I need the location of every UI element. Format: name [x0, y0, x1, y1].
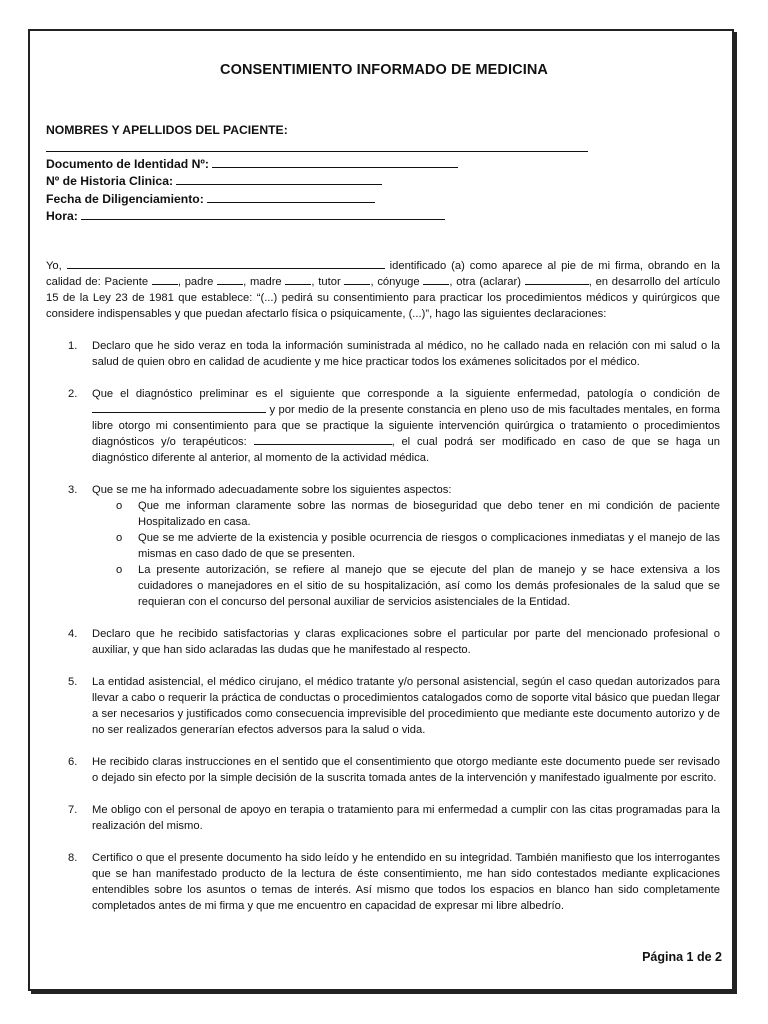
- hour-line[interactable]: [81, 208, 445, 220]
- sub-item: o La presente autorización, se refiere al manejo que se ejecute del plan de manejo y se hace extensiva a los cuidadores o manejadores en el sitio de su hospitalización, así como los demás profesionales de la salud que se requieran con el concurso del personal auxiliar de servicios asistenciales de la Entidad.: [116, 564, 720, 608]
- list-item: 1. Declaro que he sido veraz en toda la información suministrada al médico, no he callado nada en relación con mi salud o la salud de quien obro en calidad de acudiente y me hice practicar todos los exámenes solicitados por el médico.: [68, 340, 720, 368]
- list-item: 3. Que se me ha informado adecuadamente sobre los siguientes aspectos: o Que me informan claramente sobre las normas de bioseguridad que debo tener en mi condición de paciente Hospitalizado en casa. o Que se me advierte de la existencia y posible ocurrencia de riesgos o complicaciones inmediatas y el manejo de las mismas en caso dado de que se presenten. o La presente autorización, se refiere al manejo que se ejecute del plan de manejo y se hace extensiva a los cuidadores o manejadores en el sitio de su hospitalización, así como los demás profesionales de la salud que se requieran con el concurso del personal auxiliar de servicios asistenciales de la Entidad.: [68, 484, 720, 608]
- history-number-field[interactable]: [46, 173, 606, 191]
- diagnosis-blank[interactable]: [92, 402, 266, 413]
- list-item: 7. Me obligo con el personal de apoyo en terapia o tratamiento para mi enfermedad a cumplir con las citas programadas para la realización del mismo.: [68, 804, 720, 832]
- hour-label: Hora:: [46, 209, 78, 223]
- procedure-blank[interactable]: [254, 434, 392, 445]
- tutor-blank[interactable]: [344, 274, 370, 285]
- list-item: 4. Declaro que he recibido satisfactorias y claras explicaciones sobre el particular por parte del mencionado profesional o auxiliar, y que han sido aclaradas las dudas que he manifestado al respecto.: [68, 628, 720, 656]
- list-item: 5. La entidad asistencial, el médico cirujano, el médico tratante y/o personal asistencial, según el caso quedan autorizados para llevar a cabo o requerir la práctica de conductas o procedimientos catalogados como de soporte vital básico que puedan llegar a ser necesarios y justificados como consecuencia imprevisible del procedimiento que mediante este documento autorizo y de no ser realizados generarían efectos adversos para la salud o vida.: [68, 676, 720, 736]
- history-number-label: Nº de Historia Clinica:: [46, 174, 174, 188]
- patient-name-line[interactable]: [46, 140, 588, 152]
- id-document-line[interactable]: [212, 156, 458, 168]
- page-number: Página 1 de 2: [642, 950, 722, 964]
- list-item: 6. He recibido claras instrucciones en el sentido que el consentimiento que otorgo mediante este documento puede ser revisado o dejado sin efecto por la simple decisión de la suscrita tomada antes de la intervención y manifestado igualmente por escrito.: [68, 756, 720, 784]
- intro-paragraph: Yo, identificado (a) como aparece al pie de mi firma, obrando en la calidad de: Paciente , padre , madre , tutor , cónyuge , otra (aclarar) , en desarrollo del artículo 15 de la Ley 23 de 1981 que establece: “(...) pedirá su consentimiento para practicar los procedimientos médicos y quirúrgicos que considere indispensables y que puedan afectarlo física o psiquicamente, (...)”, hago las siguientes declaraciones:: [46, 260, 721, 320]
- sub-item: o Que se me advierte de la existencia y posible ocurrencia de riesgos o complicaciones inmediatas y el manejo de las mismas en caso dado de que se presenten.: [116, 532, 720, 560]
- id-document-label: Documento de Identidad Nº:: [46, 156, 209, 171]
- name-blank[interactable]: [67, 258, 385, 269]
- sub-item: o Que me informan claramente sobre las normas de bioseguridad que debo tener en mi condición de paciente Hospitalizado en casa.: [116, 500, 720, 528]
- date-label: Fecha de Diligenciamiento:: [46, 191, 204, 206]
- mother-blank[interactable]: [285, 274, 311, 285]
- list-item: 8. Certifico o que el presente documento ha sido leído y he entendido en su integridad. También manifiesto que los interrogantes que se han manifestado producto de la lectura de éste consentimiento, me han sido contestados mediante explicaciones entendibles sobre los asuntos o temas de interés. Así mismo que todos los espacios en blanco han sido completamente completados antes de mi firma y que me encuentro en capacidad de expresar mi libre albedrío.: [68, 852, 720, 912]
- date-line[interactable]: [207, 191, 375, 203]
- patient-fields: [46, 122, 606, 226]
- document-title: CONSENTIMIENTO INFORMADO DE MEDICINA: [220, 62, 548, 78]
- hour-field[interactable]: [46, 208, 606, 226]
- other-blank[interactable]: [525, 274, 589, 285]
- spouse-blank[interactable]: [423, 274, 449, 285]
- patient-name-label: NOMBRES Y APELLIDOS DEL PACIENTE:: [46, 123, 288, 137]
- list-item: 2. Que el diagnóstico preliminar es el siguiente que corresponde a la siguiente enfermedad, patología o condición de y por medio de la presente constancia en pleno uso de mis facultades mentales, en forma libre otorgo mi consentimiento para que se practique la siguiente intervención quirúrgica o tratamiento o procedimientos diagnósticos y/o terapéuticos: , el cual podrá ser modificado en caso de que se haga un diagnóstico diferente al anterior, al momento de la actividad médica.: [68, 388, 721, 464]
- patient-blank[interactable]: [152, 274, 178, 285]
- id-document-field[interactable]: [46, 156, 606, 174]
- history-number-line[interactable]: [176, 173, 382, 185]
- father-blank[interactable]: [217, 274, 243, 285]
- patient-name-field[interactable]: [46, 122, 606, 140]
- declarations-list: [46, 338, 720, 914]
- date-field[interactable]: [46, 191, 606, 209]
